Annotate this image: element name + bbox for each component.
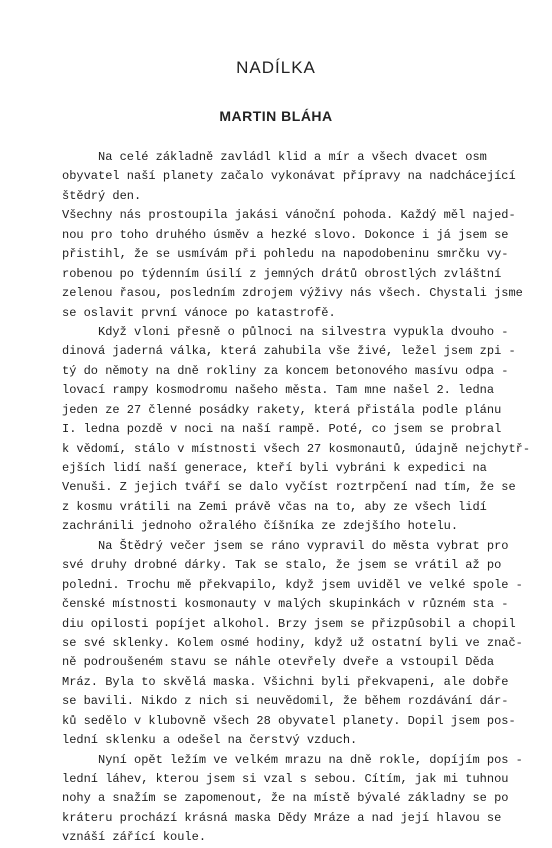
text-line: lední sklenku a odešel na čerstvý vzduch. [62,733,358,748]
text-line: jeden ze 27 členné posádky rakety, která přistála podle plánu [62,402,502,417]
text-line: ně podroušeném stavu se náhle otevřely dveře a vstoupil Děda [62,655,495,670]
text-line: Všechny nás prostoupila jakási vánoční pohoda. Každý měl najed- [62,208,516,223]
text-line: k vědomí, stálo v místnosti všech 27 kosmonautů, údajně nejchytř- [62,441,531,456]
text-line: se bavili. Nikdo z nich si neuvědomil, že během rozdávání dár- [62,694,509,709]
text-line: Na Štědrý večer jsem se ráno vypravil do města vybrat pro [62,538,509,553]
text-line: poledni. Trochu mě překvapilo, když jsem uviděl ve velké spole - [62,577,523,592]
author-name: MARTIN BLÁHA [219,108,333,124]
text-line: Mráz. Byla to skvělá maska. Všichni byli překvapeni, ale dobře [62,674,509,689]
text-line: zelenou řasou, posledním zdrojem výživy nás všech. Chystali jsme [62,286,523,301]
text-line: lovací rampy kosmodromu našeho města. Tam mne našel 2. ledna [62,383,495,398]
document-title: NADÍLKA [236,58,316,77]
text-line: tý do němoty na dně rokliny za koncem betonového masívu odpa - [62,363,509,378]
text-line: štědrý den. [62,188,142,203]
text-line: nohy a snažím se zapomenout, že na místě bývalé základny se po [62,791,509,806]
text-line: ků sedělo v klubovně všech 28 obyvatel planety. Dopil jsem pos- [62,713,516,728]
text-line: Když vloni přesně o půlnoci na silvestra vypukla dvouho - [62,324,509,339]
text-line: Venuši. Z jejich tváří se dalo vyčíst roztrpčení nad tím, že se [62,480,516,495]
text-line: kráteru prochází krásná maska Dědy Mráze a nad její hlavou se [62,810,502,825]
text-line: z kosmu vrátili na Zemi právě včas na to, aby ze všech lidí [62,499,487,514]
text-line: své druhy drobné dárky. Tak se stalo, že jsem se vrátil až po [62,558,502,573]
text-line: obyvatel naší planety začalo vykonávat přípravy na nadchácející [62,169,516,184]
text-line: robenou po týdenním úsilí z jemných drátů obrostlých zvláštní [62,266,502,281]
text-line: nou pro toho druhého úsměv a hezké slovo. Dokonce i já jsem se [62,227,509,242]
text-line: lední láhev, kterou jsem si vzal s sebou. Cítím, jak mi tuhnou [62,772,509,786]
text-line: přistihl, že se usmívám při pohledu na napodobeninu smrčku vy- [62,247,509,262]
text-line: dinová jaderná válka, která zahubila vše živé, ležel jsem zpi - [62,344,516,359]
text-line: Na celé základně zavládl klid a mír a všech dvacet osm [62,150,487,164]
text-line: Nyní opět ležím ve velkém mrazu na dně rokle, dopíjím pos - [62,752,523,767]
text-line: I. ledna pozdě v noci na naší rampě. Poté, co jsem se probral [62,422,502,437]
text-line: se své sklenky. Kolem osmé hodiny, když už ostatní byli ve znač- [62,635,523,650]
text-line: čenské místnosti kosmonauty v malých skupinkách v různém sta - [62,597,509,612]
text-line: diu opilosti popíjet alkohol. Brzy jsem se přizpůsobil a chopil [62,616,516,631]
text-line: zachránili jednoho ožralého číšníka ze zdejšího hotelu. [62,519,459,534]
text-line: se oslavit první vánoce po katastrofě. [62,305,336,320]
story-body [62,148,532,848]
text-line: ejších lidí naší generace, kteří byli vybráni k expedici na [62,461,487,475]
text-line: vznáší zářící koule. [62,830,207,845]
